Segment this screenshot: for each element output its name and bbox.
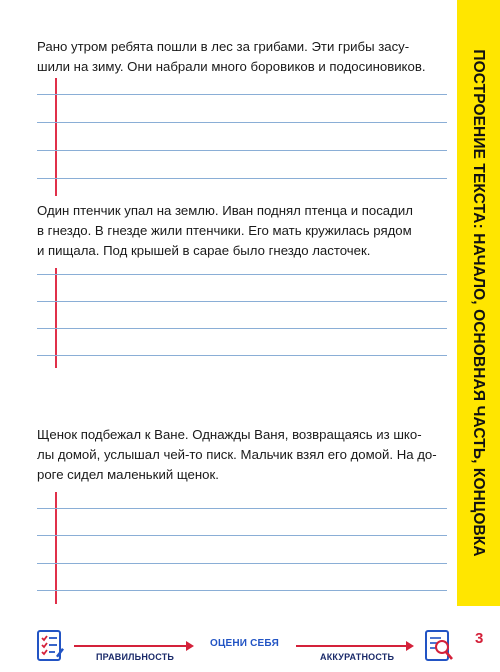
writing-line[interactable] xyxy=(37,94,447,95)
writing-line[interactable] xyxy=(37,274,447,275)
label-neatness: АККУРАТНОСТЬ xyxy=(320,652,395,662)
side-title: ПОСТРОЕНИЕ ТЕКСТА: НАЧАЛО, ОСНОВНАЯ ЧАСТЬ, КОНЦОВКА xyxy=(470,49,487,557)
label-correctness: ПРАВИЛЬНОСТЬ xyxy=(96,652,175,662)
writing-line[interactable] xyxy=(37,150,447,151)
writing-line[interactable] xyxy=(37,508,447,509)
writing-line[interactable] xyxy=(37,178,447,179)
margin-line-2 xyxy=(55,268,57,368)
checklist-icon xyxy=(36,629,64,663)
exercise-1-line-2: шили на зиму. Они набрали много боровиков и подосиновиков. xyxy=(37,59,426,74)
writing-line[interactable] xyxy=(37,301,447,302)
exercise-2-line-2: в гнездо. В гнезде жили птенчики. Его мать кружилась рядом xyxy=(37,223,412,238)
exercise-3-line-3: роге сидел маленький щенок. xyxy=(37,467,219,482)
writing-line[interactable] xyxy=(37,563,447,564)
exercise-3-text xyxy=(37,425,447,485)
writing-line[interactable] xyxy=(37,355,447,356)
exercise-3-line-1: Щенок подбежал к Ване. Однажды Ваня, возвращаясь из шко- xyxy=(37,427,422,442)
arrow-right xyxy=(296,645,412,647)
exercise-1-line-1: Рано утром ребята пошли в лес за грибами. Эти грибы засу- xyxy=(37,39,410,54)
exercise-2-text xyxy=(37,201,447,261)
magnifier-document-icon xyxy=(424,629,454,663)
label-self-assessment: ОЦЕНИ СЕБЯ xyxy=(210,638,279,649)
exercise-2-line-1: Один птенчик упал на землю. Иван поднял птенца и посадил xyxy=(37,203,413,218)
writing-line[interactable] xyxy=(37,535,447,536)
writing-line[interactable] xyxy=(37,590,447,591)
exercise-1-text xyxy=(37,37,447,77)
writing-line[interactable] xyxy=(37,122,447,123)
exercise-3-line-2: лы домой, услышал чей-то писк. Мальчик взял его домой. На до- xyxy=(37,447,437,462)
exercise-2-line-3: и пищала. Под крышей в сарае было гнездо ласточек. xyxy=(37,243,371,258)
writing-line[interactable] xyxy=(37,328,447,329)
arrow-left xyxy=(74,645,192,647)
page-number: 3 xyxy=(475,630,484,647)
